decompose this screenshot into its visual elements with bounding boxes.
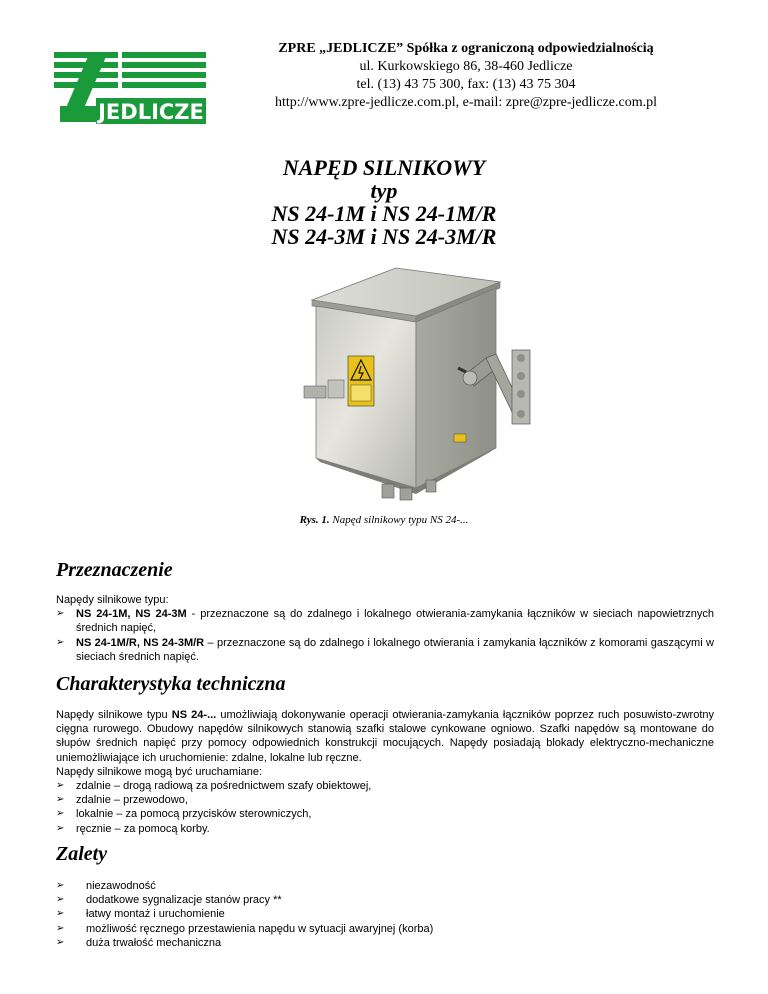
company-address: ul. Kurkowskiego 86, 38-460 Jedlicze [359, 59, 573, 74]
advantages-section [56, 879, 714, 950]
technical-start-modes: Napędy silnikowe mogą być uruchamiane: [56, 765, 263, 778]
list-item: ➢ duża trwałość mechaniczna [56, 936, 222, 949]
list-item: ➢ niezawodność [56, 880, 156, 892]
arrow-bullet-icon: ➢ [56, 908, 65, 920]
arrow-bullet-icon: ➢ [56, 894, 65, 906]
document-title [150, 156, 618, 248]
arrow-bullet-icon: ➢ [56, 922, 65, 934]
heading-technical: Charakterystyka techniczna [56, 673, 286, 695]
svg-text:JEDLICZE: JEDLICZE [98, 100, 204, 124]
list-item: ➢ lokalnie – za pomocą przycisków sterowniczych, [56, 808, 312, 821]
zpre-logo [50, 50, 210, 125]
technical-paragraph: Napędy silnikowe typu NS 24-... umożliwiają dokonywanie operacji otwierania-zamykania łączników poprzez ruch posuwisto-zwrotny cięgna rurowego. Obudowy napędów silnikowych stanowią szafki stalowe cynkowane ogniowo. Szafki napędów są montowane do słupów średnich napięć przy pomocy odpowiednich konstrukcji mocujących. Napędy posiadają blokady elektryczno-mechaniczne uniemożliwiające ich uruchomienie: zdalne, lokalne lub ręczne. [56, 709, 715, 764]
list-item: ➢ łatwy montaż i uruchomienie [56, 908, 225, 921]
advantages-list [56, 879, 714, 950]
arrow-bullet-icon: ➢ [56, 880, 65, 891]
list-item: ➢ NS 24-1M/R, NS 24-3M/R – przeznaczone są do zdalnego i lokalnego otwierania i zamykania łączników z komorami gaszącymi w sieciach średnich napięć. [56, 636, 714, 663]
arrow-bullet-icon: ➢ [56, 808, 65, 820]
purpose-intro: Napędy silnikowe typu: [56, 594, 169, 606]
title-line-3: NS 24-1M i NS 24-1M/R [271, 201, 497, 226]
arrow-bullet-icon: ➢ [56, 636, 65, 648]
arrow-bullet-icon: ➢ [56, 780, 65, 792]
list-item: ➢ dodatkowe sygnalizacje stanów pracy ** [56, 894, 282, 907]
arrow-bullet-icon: ➢ [56, 822, 65, 834]
company-name: ZPRE „JEDLICZE” Spółka z ograniczoną odpowiedzialnością [278, 41, 654, 56]
company-web: http://www.zpre-jedlicze.com.pl, e-mail: zpre@zpre-jedlicze.com.pl [274, 95, 658, 110]
list-item: ➢ ręcznie – za pomocą korby. [56, 822, 210, 835]
technical-section [56, 708, 714, 836]
list-item: ➢ zdalnie – drogą radiową za pośrednictwem szafy obiektowej, [56, 780, 372, 793]
company-phone: tel. (13) 43 75 300, fax: (13) 43 75 304 [356, 77, 576, 92]
heading-advantages: Zalety [56, 843, 108, 865]
start-modes-list [56, 779, 714, 836]
title-line-4: NS 24-3M i NS 24-3M/R [271, 224, 497, 249]
list-item: ➢ NS 24-1M, NS 24-3M - przeznaczone są do zdalnego i lokalnego otwierania-zamykania łączników w sieciach napowietrznych średnich napięć, [56, 608, 715, 635]
arrow-bullet-icon: ➢ [56, 608, 65, 620]
heading-purpose: Przeznaczenie [56, 559, 173, 581]
arrow-bullet-icon: ➢ [56, 936, 65, 948]
figure-caption: Rys. 1. Napęd silnikowy typu NS 24-... [299, 514, 469, 526]
list-item: ➢ możliwość ręcznego przestawienia napędu w sytuacji awaryjnej (korba) [56, 922, 434, 935]
company-header [236, 40, 696, 112]
purpose-list [56, 607, 714, 664]
list-item: ➢ zdalnie – przewodowo, [56, 794, 188, 807]
purpose-section [56, 593, 714, 664]
motor-drive-image [290, 262, 560, 502]
title-line-2: typ [370, 178, 398, 203]
arrow-bullet-icon: ➢ [56, 794, 65, 806]
title-line-1: NAPĘD SILNIKOWY [282, 155, 486, 180]
